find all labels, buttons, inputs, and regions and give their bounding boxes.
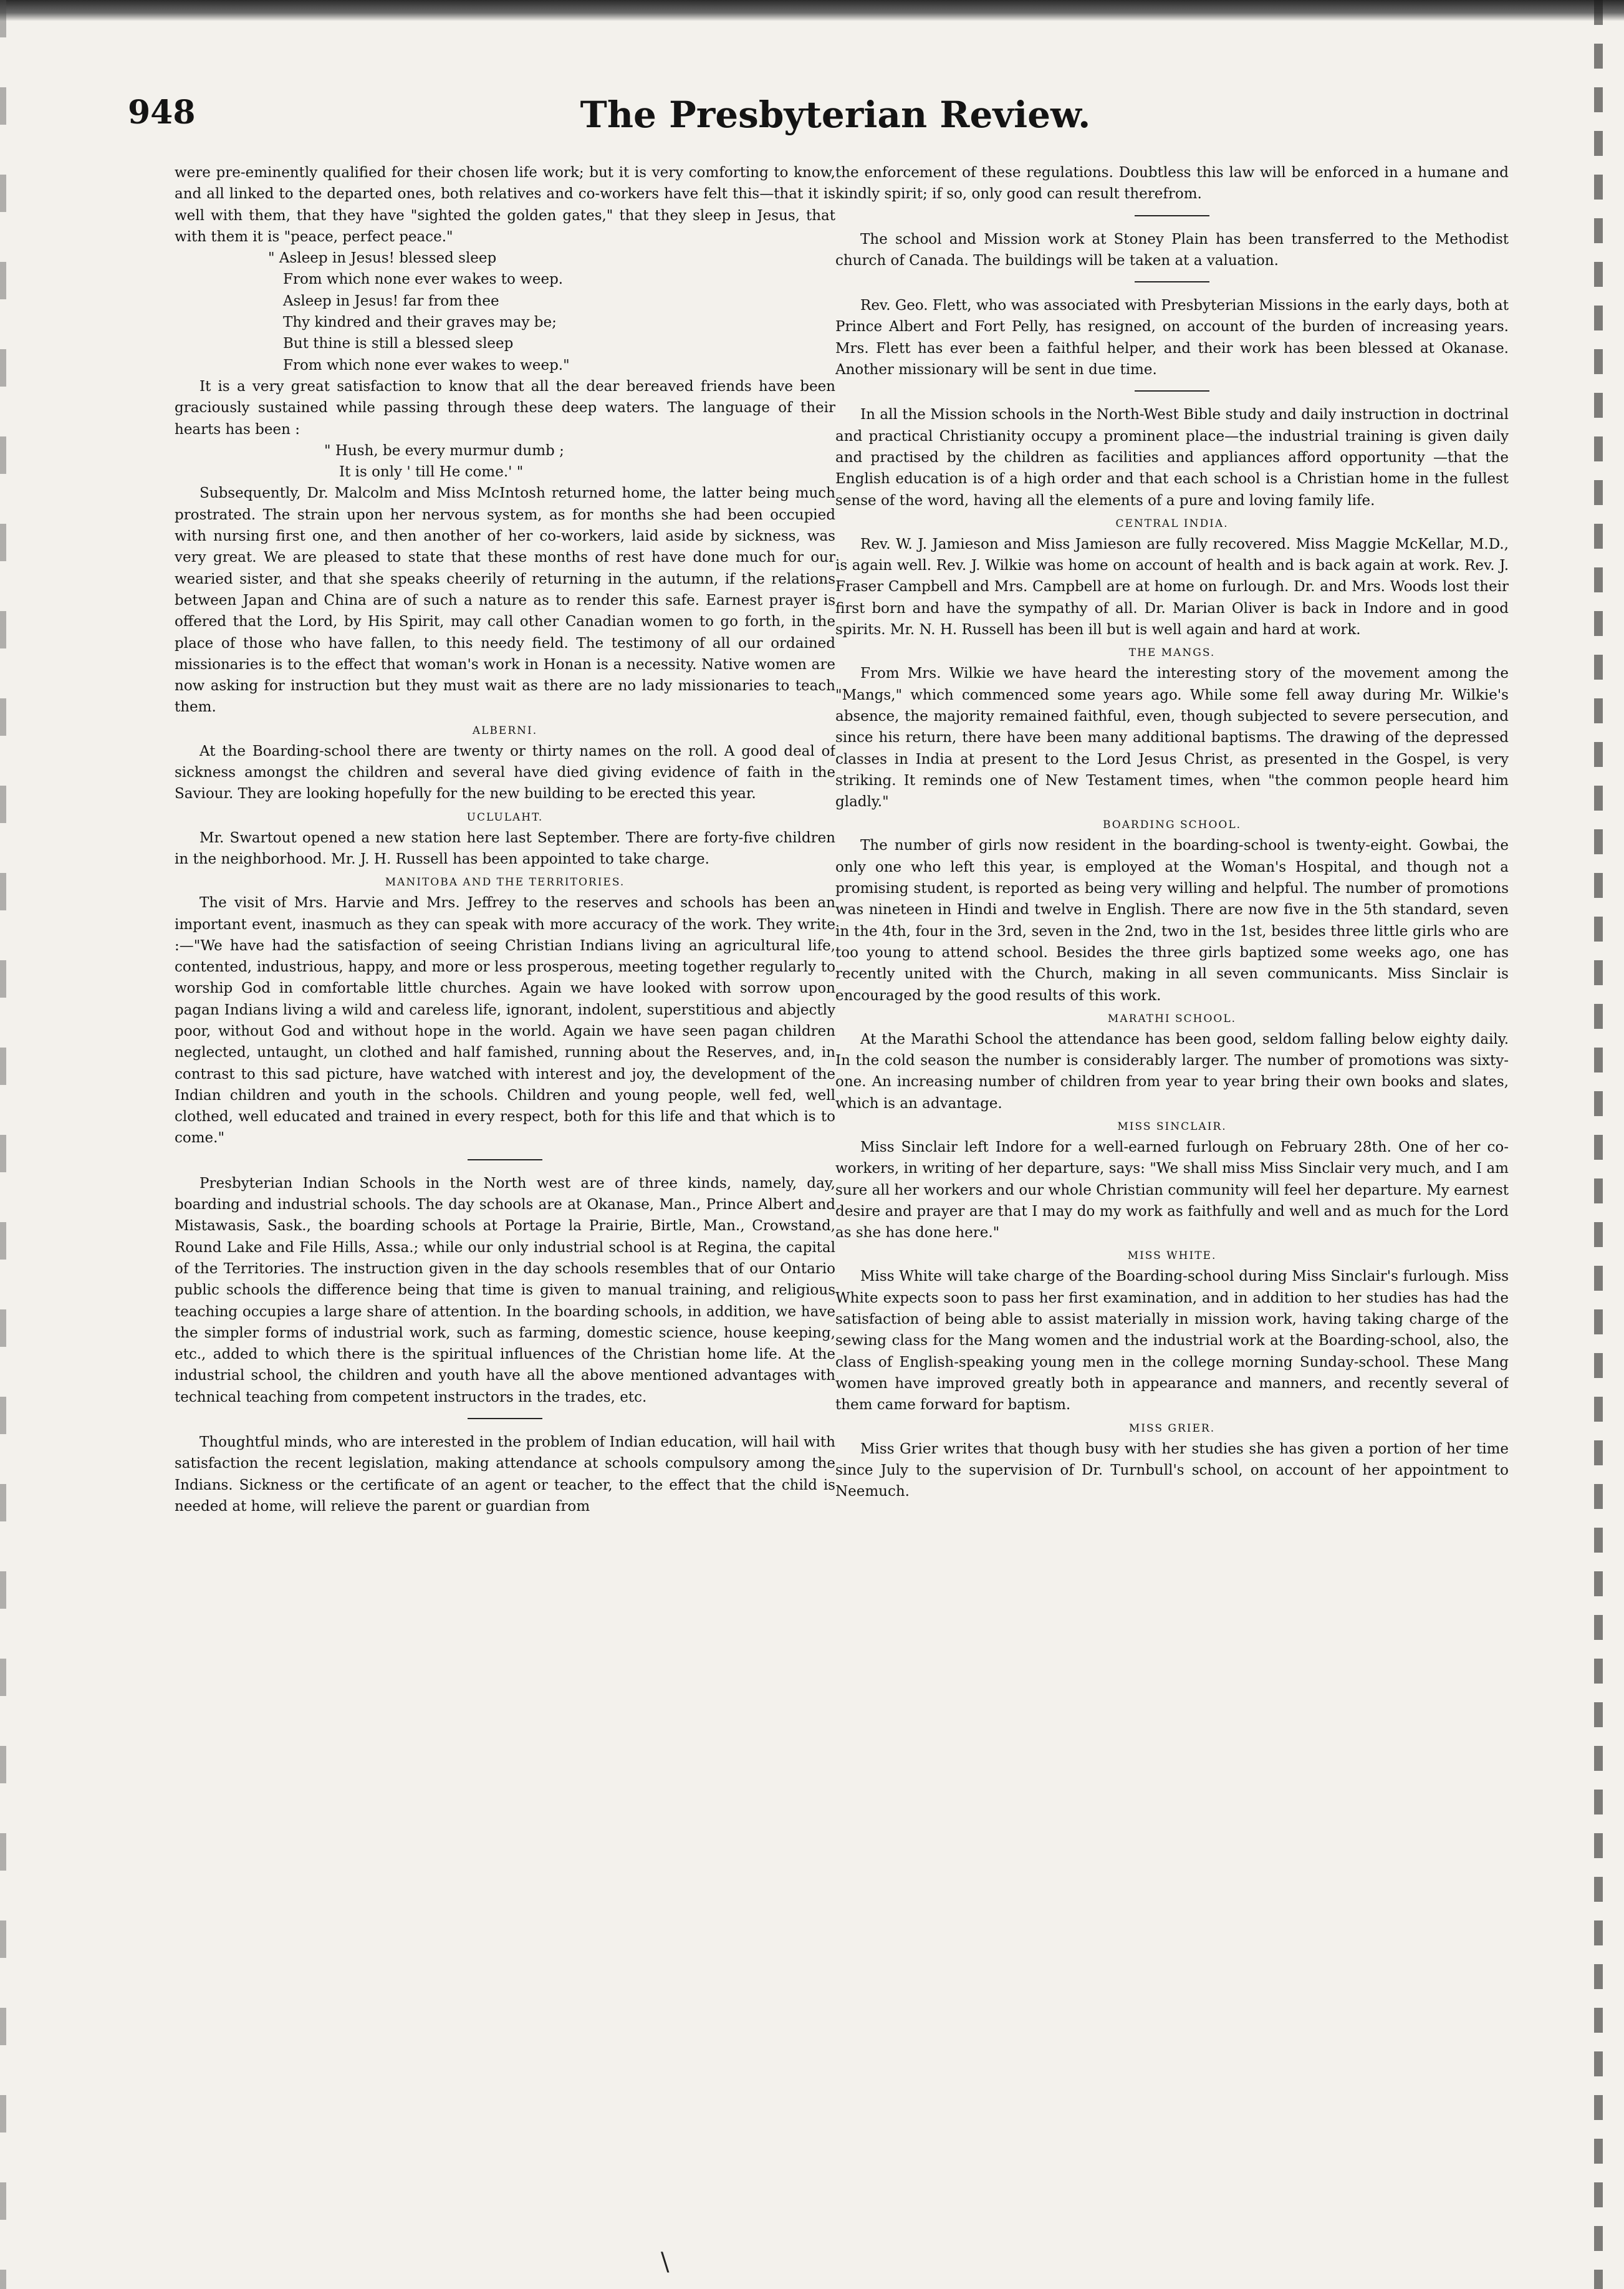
- poem-line: From which none ever wakes to weep.": [283, 357, 570, 373]
- paragraph: Rev. Geo. Flett, who was associated with Presbyterian Missions in the early days, both at Prince Albert and Fort Pelly, has resigned, on account of the burden of increasing years. Mrs. Flett has ever been a faithful helper, and their work has been blessed at Okanase. Another missionary will be sent in due time.: [835, 297, 1509, 378]
- section-rule: [1135, 390, 1209, 392]
- section-heading: THE MANGS.: [1128, 647, 1216, 660]
- section-heading: ALBERNI.: [472, 724, 538, 737]
- scan-right-edge: [1594, 0, 1603, 2289]
- quote-line: It is only ' till He come.' ": [339, 464, 524, 481]
- paragraph: Thoughtful minds, who are interested in the problem of Indian education, will hail with satisfaction the recent legislation, making attendance at schools compulsory among the Indians. Sickness or the certificate of an agent or teacher, to the effect that the child is needed at home, will relieve the parent or guardian from: [175, 1434, 835, 1515]
- section-heading: MISS GRIER.: [1128, 1422, 1216, 1435]
- paragraph: It is a very great satisfaction to know that all the dear bereaved friends have been graciously sustained while passing through these deep waters. The language of their hearts has been :: [175, 378, 835, 438]
- poem-line: " Asleep in Jesus! blessed sleep: [268, 250, 497, 267]
- section-heading: MARATHI SCHOOL.: [1107, 1012, 1237, 1025]
- poem-line: From which none ever wakes to weep.: [283, 271, 564, 288]
- paragraph: The visit of Mrs. Harvie and Mrs. Jeffrey to the reserves and schools has been an important event, inasmuch as they can speak with more accuracy of the work. They write :—"We have had the satisfaction of seeing Christian Indians living an agricultural life, contented, industrious, happy, and more or less prosperous, meeting together regularly to worship God in comfortable little churches. Again we have looked with sorrow upon pagan Indians living a wild and careless life, ignorant, indolent, superstitious and abjectly poor, without God and without hope in the world. Again we have seen pagan children neglected, untaught, un clothed and half famished, running about the Reserves, and, in contrast to this sad picture, have watched with interest and joy, the development of the Indian children and youth in the schools. Children and young people, well fed, well clothed, well educated and trained in every respect, both for this life and that which is to come.": [175, 895, 835, 1147]
- section-heading: MANITOBA AND THE TERRITORIES.: [385, 876, 625, 889]
- section-rule: [468, 1159, 542, 1160]
- paragraph: In all the Mission schools in the North-West Bible study and daily instruction in doctrinal and practical Christianity occupy a prominent place—the industrial training is given daily and practised by the children as facilities and appliances afford opportunity —that the English education is of a high order and that each school is a Christian home in the fullest sense of the word, having all the elements of a pure and loving family life.: [835, 407, 1509, 509]
- journal-title: The Presbyterian Review.: [580, 94, 1091, 136]
- paragraph: the enforcement of these regulations. Doubtless this law will be enforced in a humane and kindly spirit; if so, only good can result therefrom.: [835, 165, 1509, 203]
- paragraph: Miss Grier writes that though busy with her studies she has given a portion of her time since July to the supervision of Dr. Turnbull's school, on account of her appointment to Neemuch.: [835, 1440, 1509, 1500]
- paragraph: Subsequently, Dr. Malcolm and Miss McIntosh returned home, the latter being much prostrated. The strain upon her nervous system, as for months she had been occupied with nursing first one, and then another of her co-workers, laid aside by sickness, was very great. We are pleased to state that these months of rest have done much for our wearied sister, and that she speaks cheerily of returning in the autumn, if the relations between Japan and China are of such a nature as to render this safe. Earnest prayer is offered that the Lord, by His Spirit, may call other Canadian women to go forth, in the place of those who have fallen, to this needy field. The testimony of all our ordained missionaries is to the effect that woman's work in Honan is a necessity. Native women are now asking for instruction but they must wait as there are no lady missionaries to teach them.: [175, 485, 835, 716]
- poem-line: Thy kindred and their graves may be;: [283, 314, 557, 331]
- section-heading: MISS SINCLAIR.: [1117, 1120, 1227, 1133]
- scan-top-band: [0, 0, 1624, 21]
- section-rule: [1135, 215, 1209, 216]
- left-column: [175, 162, 835, 2276]
- quote-line: " Hush, be every murmur dumb ;: [324, 442, 564, 459]
- page-header: [128, 94, 1543, 150]
- paragraph: At the Boarding-school there are twenty or thirty names on the roll. A good deal of sickness amongst the children and several have died giving evidence of faith in the Saviour. They are looking hopefully for the new building to be erected this year.: [175, 743, 835, 802]
- paragraph: From Mrs. Wilkie we have heard the interesting story of the movement among the "Mangs," which commenced some years ago. While some fell away during Mr. Wilkie's absence, the majority remained faithful, even, though subjected to severe persecution, and since his return, there have been many additional baptisms. The drawing of the depressed classes in India at present to the Lord Jesus Christ, as presented in the Gospel, is very striking. It reminds one of New Testament times, when "the common people heard him gladly.": [835, 665, 1509, 811]
- paragraph: Presbyterian Indian Schools in the North west are of three kinds, namely, day, boarding and industrial schools. The day schools are at Okanase, Man., Prince Albert and Mistawasis, Sask., the boarding schools at Portage la Prairie, Birtle, Man., Crowstand, Round Lake and File Hills, Assa.; while our only industrial school is at Regina, the capital of the Territories. The instruction given in the day schools resembles that of our Ontario public schools the difference being that time is given to manual training, and religious teaching occupies a large share of attention. In the boarding schools, in addition, we have the simpler forms of industrial work, such as farming, domestic science, house keeping, etc., added to which there is the spiritual influences of the Christian home life. At the industrial school, the children and youth have all the above mentioned advantages with technical teaching from competent instructors in the trades, etc.: [175, 1175, 835, 1405]
- poem: [268, 248, 835, 376]
- section-heading: BOARDING SCHOOL.: [1102, 819, 1242, 832]
- section-heading: MISS WHITE.: [1127, 1250, 1217, 1263]
- paragraph: Miss White will take charge of the Boarding-school during Miss Sinclair's furlough. Miss White expects soon to pass her first examination, and in addition to her studies has had the satisfaction of being able to assist materially in mission work, having taking charge of the sewing class for the Mang women and the industrial work at the Boarding-school, also, the class of English-speaking young men in the college morning Sunday-school. These Mang women have improved greatly both in appearance and manners, and recently several of them came forward for baptism.: [835, 1268, 1509, 1414]
- poem-line: Asleep in Jesus! far from thee: [283, 292, 499, 309]
- section-heading: UCLULAHT.: [466, 811, 544, 824]
- section-heading: CENTRAL INDIA.: [1115, 517, 1229, 530]
- binding-mark: \: [661, 2248, 670, 2277]
- paragraph: were pre-eminently qualified for their chosen life work; but it is very comforting to know, and all linked to the departed ones, both relatives and co-workers have felt this—that it is well with them, that they have "sighted the golden gates," that they sleep in Jesus, that with them it is "peace, perfect peace.": [175, 165, 835, 245]
- paragraph: Rev. W. J. Jamieson and Miss Jamieson are fully recovered. Miss Maggie McKellar, M.D., is again well. Rev. J. Wilkie was home on account of health and is back again at work. Rev. J. Fraser Campbell and Mrs. Campbell are at home on furlough. Dr. and Mrs. Woods lost their first born and have the sympathy of all. Dr. Marian Oliver is back in Indore and in good spirits. Mr. N. H. Russell has been ill but is well again and hard at work.: [835, 536, 1509, 639]
- section-rule: [1135, 281, 1209, 282]
- poem-line: But thine is still a blessed sleep: [283, 335, 514, 352]
- scan-left-edge: [0, 0, 6, 2289]
- paragraph: Mr. Swartout opened a new station here last September. There are forty-five children in the neighborhood. Mr. J. H. Russell has been appointed to take charge.: [175, 829, 835, 867]
- paragraph: At the Marathi School the attendance has been good, seldom falling below eighty daily. In the cold season the number is considerably larger. The number of promotions was sixty-one. An increasing number of children from year to year bring their own books and slates, which is an advantage.: [835, 1031, 1509, 1112]
- quote: [324, 440, 835, 483]
- right-column: [835, 162, 1509, 2276]
- paragraph: Miss Sinclair left Indore for a well-earned furlough on February 28th. One of her co-workers, in writing of her departure, says: "We shall miss Miss Sinclair very much, and I am sure all her workers and our whole Christian community will feel her departure. My earnest desire and prayer are that I may do my work as faithfully and well and as much for the Lord as she has done here.": [835, 1139, 1509, 1241]
- paragraph: The school and Mission work at Stoney Plain has been transferred to the Methodist church of Canada. The buildings will be taken at a valuation.: [835, 231, 1509, 269]
- section-rule: [468, 1418, 542, 1419]
- page-number: 948: [128, 94, 196, 132]
- paragraph: The number of girls now resident in the boarding-school is twenty-eight. Gowbai, the only one who left this year, is employed at the Woman's Hospital, and though not a promising student, is reported as being very willing and helpful. The number of promotions was nineteen in Hindi and twelve in English. There are now five in the 5th standard, seven in the 4th, four in the 3rd, seven in the 2nd, two in the 1st, besides three little girls who are too young to attend school. Besides the three girls baptized some weeks ago, one has recently united with the Church, making in all seven communicants. Miss Sinclair is encouraged by the good results of this work.: [835, 837, 1509, 1004]
